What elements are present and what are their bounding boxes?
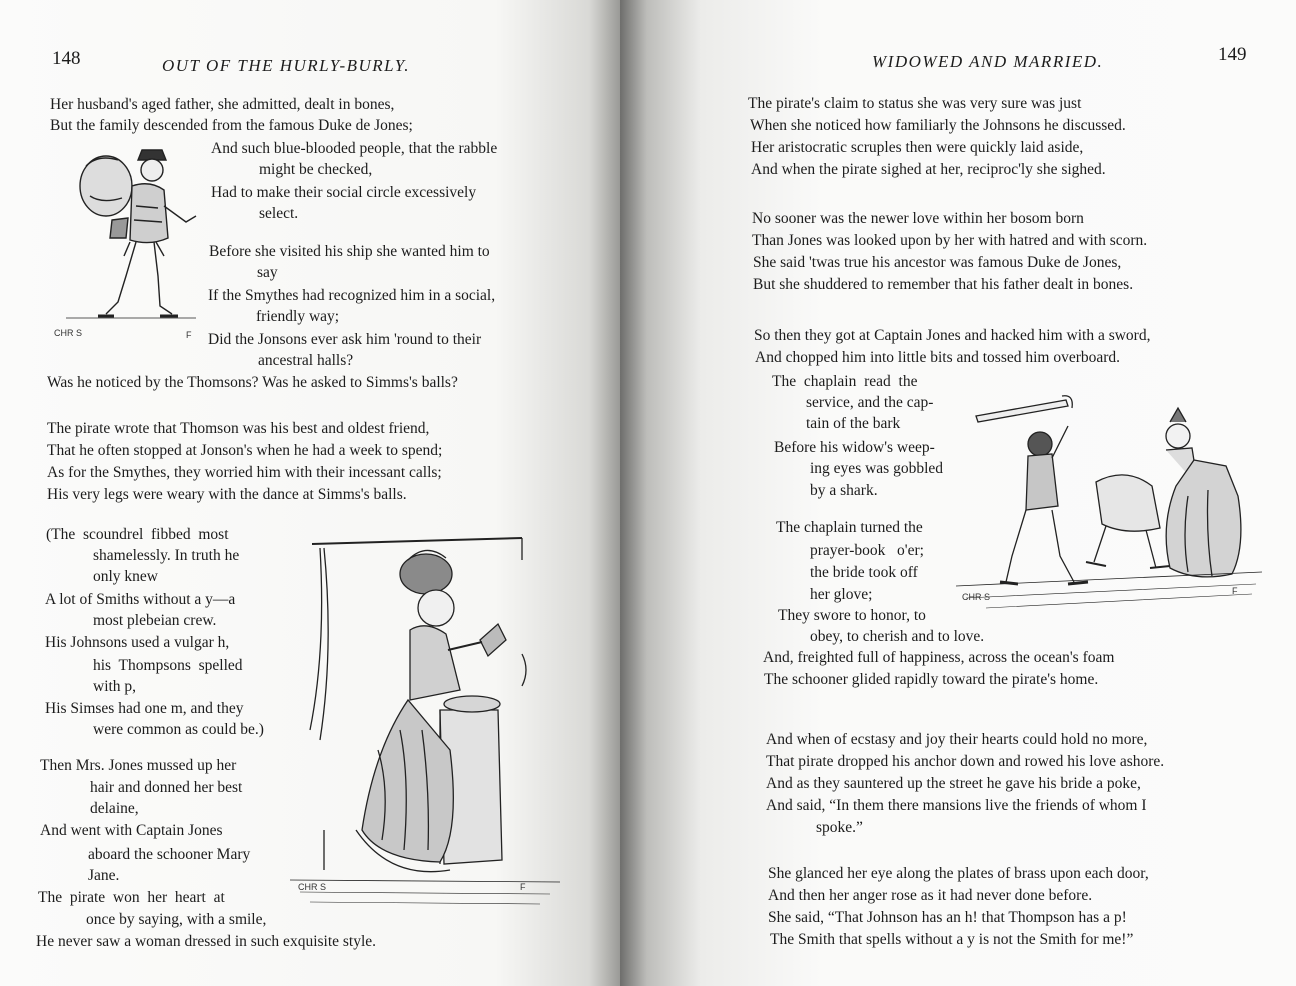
text-line: So then they got at Captain Jones and hacked him with a sword,: [754, 327, 1151, 344]
text-line: Than Jones was looked upon by her with hatred and with scorn.: [752, 232, 1148, 249]
running-head-right: WIDOWED AND MARRIED.: [872, 52, 1104, 71]
text-line: (The scoundrel fibbed most: [46, 526, 229, 543]
text-line: And then her anger rose as it had never done before.: [768, 887, 1093, 904]
text-line: Before she visited his ship she wanted him to: [209, 243, 490, 260]
text-line: delaine,: [90, 800, 139, 817]
text-line: Then Mrs. Jones mussed up her: [40, 757, 237, 774]
text-line: And when the pirate sighed at her, reciproc'ly she sighed.: [751, 161, 1106, 178]
text-line: tain of the bark: [806, 415, 901, 432]
text-line: with p,: [93, 678, 137, 695]
text-line: And such blue-blooded people, that the rabble: [211, 140, 498, 157]
text-line: spoke.”: [816, 819, 863, 836]
text-line: by a shark.: [810, 482, 878, 499]
text-line: once by saying, with a smile,: [86, 911, 267, 928]
text-line: And went with Captain Jones: [40, 822, 223, 839]
text-line: That he often stopped at Jonson's when he had a week to spend;: [47, 442, 443, 459]
illus-signature: F: [1232, 586, 1238, 596]
right-page: [620, 0, 1296, 986]
text-line: His Johnsons used a vulgar h,: [45, 634, 230, 651]
text-line: And chopped him into little bits and tossed him overboard.: [755, 349, 1121, 366]
text-line: They swore to honor, to: [778, 607, 926, 624]
running-head-left: OUT OF THE HURLY-BURLY.: [162, 56, 410, 75]
text-line: She said 'twas true his ancestor was famous Duke de Jones,: [753, 254, 1122, 271]
text-line: The pirate wrote that Thomson was his best and oldest friend,: [47, 420, 430, 437]
text-line: Jane.: [88, 867, 120, 884]
text-line: The schooner glided rapidly toward the pirate's home.: [764, 671, 1099, 688]
text-line: Her aristocratic scruples then were quickly laid aside,: [751, 139, 1084, 156]
text-line: No sooner was the newer love within her bosom born: [752, 210, 1084, 227]
illus-signature: CHR S: [962, 592, 991, 602]
text-line: shamelessly. In truth he: [93, 547, 240, 564]
text-line: her glove;: [810, 586, 873, 603]
illus-signature: CHR S: [298, 882, 327, 892]
text-line: Did the Jonsons ever ask him 'round to their: [208, 331, 482, 348]
text-line: only knew: [93, 568, 159, 585]
text-line: Before his widow's weep-: [774, 439, 935, 456]
illustration-wedding-sword: [956, 386, 1262, 610]
text-line: But the family descended from the famous Duke de Jones;: [50, 117, 413, 134]
text-line: The Smith that spells without a y is not the Smith for me!”: [770, 931, 1134, 948]
text-line: The pirate won her heart at: [38, 889, 225, 906]
text-line: Her husband's aged father, she admitted, dealt in bones,: [50, 96, 395, 113]
illustration-old-man-with-sack: [46, 146, 206, 346]
page-number-right: 149: [1218, 44, 1247, 65]
text-line: And as they sauntered up the street he gave his bride a poke,: [766, 775, 1141, 792]
text-line: the bride took off: [810, 564, 918, 581]
text-line: Had to make their social circle excessively: [211, 184, 477, 201]
text-line: His very legs were weary with the dance at Simms's balls.: [47, 486, 407, 503]
text-line: ancestral halls?: [258, 352, 354, 369]
text-line: say: [257, 264, 278, 281]
text-line: obey, to cherish and to love.: [810, 628, 985, 645]
text-line: his Thompsons spelled: [93, 657, 243, 674]
text-line: She glanced her eye along the plates of brass upon each door,: [768, 865, 1149, 882]
illus-signature: F: [520, 882, 526, 892]
text-line: And, freighted full of happiness, across the ocean's foam: [763, 649, 1115, 666]
text-line: ing eyes was gobbled: [810, 460, 944, 477]
text-line: hair and donned her best: [90, 779, 243, 796]
text-line: Was he noticed by the Thomsons? Was he asked to Simms's balls?: [47, 374, 458, 391]
text-line: most plebeian crew.: [93, 612, 217, 629]
text-line: The chaplain turned the: [776, 519, 923, 536]
text-line: The pirate's claim to status she was very sure was just: [748, 95, 1082, 112]
text-line: aboard the schooner Mary: [88, 846, 251, 863]
text-line: He never saw a woman dressed in such exquisite style.: [36, 933, 377, 950]
text-line: If the Smythes had recognized him in a social,: [208, 287, 496, 304]
text-line: service, and the cap-: [806, 394, 934, 411]
text-line: prayer-book o'er;: [810, 542, 924, 559]
text-line: That pirate dropped his anchor down and rowed his love ashore.: [766, 753, 1165, 770]
text-line: might be checked,: [259, 161, 373, 178]
text-line: As for the Smythes, they worried him with their incessant calls;: [47, 464, 442, 481]
text-line: And said, “In them there mansions live the friends of whom I: [766, 797, 1147, 814]
illus-signature: CHR S: [54, 328, 83, 338]
text-line: friendly way;: [256, 308, 340, 325]
illustration-woman-at-mirror: [290, 530, 560, 910]
text-line: The chaplain read the: [772, 373, 918, 390]
illus-signature: F: [186, 330, 192, 340]
text-line: were common as could be.): [93, 721, 264, 738]
text-line: select.: [259, 205, 299, 222]
text-line: When she noticed how familiarly the Johnsons he discussed.: [750, 117, 1126, 134]
page-number-left: 148: [52, 48, 81, 69]
text-line: She said, “That Johnson has an h! that Thompson has a p!: [768, 909, 1127, 926]
text-line: A lot of Smiths without a y—a: [45, 591, 236, 608]
left-page: [0, 0, 620, 986]
text-line: His Simses had one m, and they: [45, 700, 244, 717]
text-line: And when of ecstasy and joy their hearts could hold no more,: [766, 731, 1148, 748]
text-line: But she shuddered to remember that his father dealt in bones.: [753, 276, 1134, 293]
